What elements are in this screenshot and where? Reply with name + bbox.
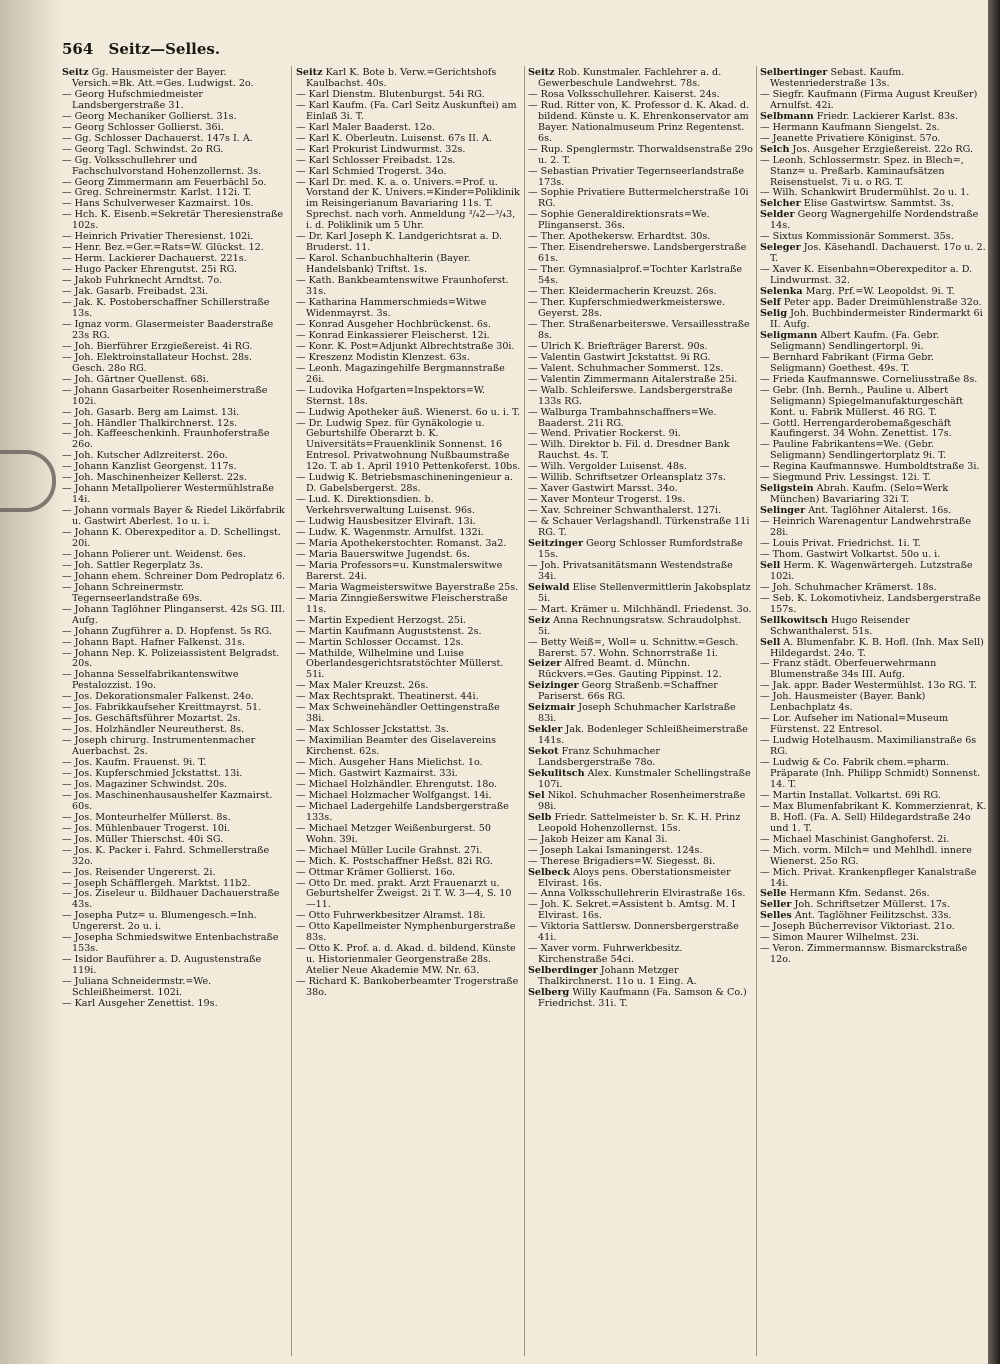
surname: Sekot	[528, 746, 559, 758]
directory-entry: — Georg Zimmermann am Feuerbächl 5o.	[62, 176, 267, 188]
column-divider	[756, 66, 757, 1356]
directory-entry: — Jos. K. Packer i. Fahrd. Schmellerstraße 32o.	[62, 844, 270, 867]
directory-entry: — Konrad Einkassierer Fleischerst. 12i.	[296, 329, 490, 341]
surname: Seller	[760, 899, 792, 911]
surname: Selder	[760, 209, 795, 221]
surname: Selig	[760, 307, 788, 319]
directory-entry: — Rud. Ritter von, K. Professor d. K. Akad. d. bildend. Künste u. K. Ehrenkonservator am Bayer. Nationalmuseum Prinz Regentenst. 6s.	[528, 99, 750, 144]
directory-entry: Sell Herm. K. Wagenwärtergeh. Lutzstraße 102i.	[760, 559, 973, 582]
directory-entry: — Lor. Aufseher im National=Museum Fürstenst. 22 Entresol.	[760, 713, 949, 736]
directory-entry: — Jak. K. Postoberschaffner Schillerstraße 13s.	[62, 297, 270, 319]
directory-entry: — Ludw. K. Wagenmstr. Arnulfst. 132i.	[296, 527, 484, 539]
directory-entry: — Joh. Gärtner Quellenst. 68i.	[62, 373, 209, 385]
directory-entry: — Maria Zinngießerswitwe Fleischerstraße 11s.	[296, 592, 508, 615]
directory-entry: — Ther. Straßenarbeiterswe. Versaillesstraße 8s.	[528, 318, 750, 341]
directory-entry: — Kath. Bankbeamtenswitwe Fraunhoferst. 31s.	[296, 275, 509, 298]
directory-column-4	[760, 68, 988, 1353]
surname: Seligmann	[760, 329, 818, 341]
column-divider	[524, 66, 525, 1356]
directory-entry: — Ludovika Hofgarten=Inspektors=W. Sternst. 18s.	[296, 384, 486, 407]
directory-entry: — Karl Prokurist Lindwurmst. 32s.	[296, 143, 466, 155]
directory-entry: Seitzinger Georg Schlosser Rumfordstraße 15s.	[528, 537, 743, 560]
directory-entry: — Jos. Kaufm. Frauenst. 9i. T.	[62, 757, 207, 769]
surname: Sellkowitsch	[760, 614, 828, 626]
directory-entry: — Jos. Mühlenbauer Trogerst. 10i.	[62, 822, 231, 834]
directory-entry: — Dr. Karl Joseph K. Landgerichtsrat a. D. Bruderst. 11.	[296, 231, 503, 254]
directory-entry: — Otto Dr. med. prakt. Arzt Frauenarzt u. Geburtshelfer Zweigst. 2i T. W. 3—4, S. 10—11.	[296, 877, 512, 911]
directory-entry: — Otto Kapellmeister Nymphenburgerstraße 83s.	[296, 921, 516, 944]
directory-entry: — Jos. Müller Thierschst. 40i SG.	[62, 833, 224, 845]
directory-entry: — Johann Bapt. Hafner Falkenst. 31s.	[62, 636, 246, 648]
surname: Selberg	[528, 987, 570, 999]
directory-entry: — Georg Mechaniker Gollierst. 31s.	[62, 110, 237, 122]
directory-entry: — Wilh. Schankwirt Brudermühlst. 2o u. 1.	[760, 187, 970, 199]
directory-entry: — Mich. Privat. Krankenpfleger Kanalstraße 14i.	[760, 866, 977, 889]
directory-entry: Selberdinger Johann Metzger Thalkirchnerst. 11o u. 1 Eing. A.	[528, 965, 697, 988]
directory-entry: — Ther. Kupferschmiedwerkmeisterswe. Geyerst. 28s.	[528, 297, 726, 319]
directory-entry: — Sophie Privatiere Buttermelcherstraße 10i RG.	[528, 187, 749, 210]
directory-entry: — Jos. Fabrikkaufseher Kreittmayrst. 51.	[62, 702, 262, 714]
directory-entry: Selbertinger Sebast. Kaufm. Westenriederstraße 13s.	[760, 68, 905, 89]
surname: Sel	[528, 789, 545, 801]
directory-entry: — Sebastian Privatier Tegernseerlandstraße 173s.	[528, 165, 745, 188]
directory-entry: Selbmann Friedr. Lackierer Karlst. 83s.	[760, 110, 959, 122]
directory-entry: — Bernhard Fabrikant (Firma Gebr. Seligmann) Goethest. 49s. T.	[760, 351, 934, 374]
directory-entry: Sekulitsch Alex. Kunstmaler Schellingstraße 107i.	[528, 768, 751, 790]
directory-entry: Sekot Franz Schuhmacher Landsbergerstraße 78o.	[528, 746, 660, 769]
surname: Self	[760, 297, 781, 309]
surname: Seleger	[760, 242, 801, 254]
directory-entry: — Maria Bauerswitwe Jugendst. 6s.	[296, 548, 470, 560]
directory-entry: Selb Friedr. Sattelmeister b. Sr. K. H. Prinz Leopold Hohenzollernst. 15s.	[528, 811, 741, 834]
directory-entry: — Georg Hufschmiedmeister Landsbergerstraße 31.	[62, 88, 203, 111]
directory-entry: — Johann vormals Bayer & Riedel Likörfabrik u. Gastwirt Aberlest. 1o u. i.	[62, 505, 285, 528]
directory-entry: Selch Jos. Ausgeher Erzgießereist. 22o RG.	[760, 143, 973, 155]
surname: Seiz	[528, 614, 551, 626]
directory-entry: — Karl Dr. med. K. a. o. Univers.=Prof. u. Vorstand der K. Univers.=Kinder=Poliklinik im Reisingerianum Bavariaring 11s. T. Sprechst. nach vorh. Anmeldung ³/₄2—³/₄3, i. d. Poliklinik um 5 Uhr.	[296, 176, 520, 232]
directory-entry: — Jos. Maschinenhausaushelfer Kazmairst. 60s.	[62, 789, 273, 812]
directory-entry: — Heinrich Privatier Theresienst. 102i.	[62, 231, 254, 243]
directory-entry: — Michael Maschinist Ganghoferst. 2i.	[760, 833, 950, 845]
surname: Sekler	[528, 724, 563, 736]
directory-entry: — Hermann Kaufmann Siengelst. 2s.	[760, 121, 940, 133]
directory-entry: — Valentin Gastwirt Jckstattst. 9i RG.	[528, 351, 711, 363]
directory-entry: — Simon Maurer Wilhelmst. 23i.	[760, 932, 920, 944]
directory-entry: — Karl Dienstm. Blutenburgst. 54i RG.	[296, 88, 485, 100]
directory-entry: — Johann Nep. K. Polizeiassistent Belgradst. 20s.	[62, 647, 280, 670]
directory-entry: Seleger Jos. Käsehandl. Dachauerst. 17o u. 2. T.	[760, 242, 986, 265]
directory-entry: — Greg. Schreinermstr. Karlst. 112i. T.	[62, 187, 252, 199]
directory-entry: — Heinrich Warenagentur Landwehrstraße 28i.	[760, 516, 972, 539]
surname: Sekulitsch	[528, 768, 585, 779]
directory-entry: — Thom. Gastwirt Volkartst. 50o u. i.	[760, 548, 941, 560]
directory-entry: — Martin Schlosser Occamst. 12s.	[296, 636, 464, 648]
directory-entry: — Maria Wagmeisterswitwe Bayerstraße 25s.	[296, 581, 519, 593]
surname: Sell	[760, 636, 781, 648]
directory-entry: — Lud. K. Direktionsdien. b. Verkehrsverwaltung Luisenst. 96s.	[296, 494, 476, 517]
directory-column-1	[62, 68, 287, 1353]
directory-entry: — Ludwig Hotelhausm. Maximilianstraße 6s RG.	[760, 735, 977, 758]
directory-entry: — Max Rechtsprakt. Theatinerst. 44i.	[296, 691, 479, 703]
directory-entry: — Hugo Packer Ehrengutst. 25i RG.	[62, 264, 237, 276]
directory-entry: — Karl Schlosser Freibadst. 12s.	[296, 154, 456, 166]
directory-entry: — Gg. Schlosser Dachauerst. 147s I. A.	[62, 132, 253, 144]
directory-entry: — Max Maler Kreuzst. 26s.	[296, 680, 429, 692]
directory-entry: — Johann ehem. Schreiner Dom Pedroplatz 6.	[62, 570, 286, 582]
directory-entry: — Jeanette Privatiere Königinst. 57o.	[760, 132, 941, 144]
directory-column-2	[296, 68, 521, 1353]
directory-entry: — Maria Professors=u. Kunstmalerswitwe Barerst. 24i.	[296, 559, 503, 582]
directory-entry: Selbeck Aloys pens. Oberstationsmeister Elvirast. 16s.	[528, 866, 731, 889]
directory-entry: — Kreszenz Modistin Klenzest. 63s.	[296, 351, 470, 363]
directory-entry: — Johann Kanzlist Georgenst. 117s.	[62, 461, 237, 473]
directory-entry: — Pauline Fabrikantens=We. (Gebr. Seligmann) Sendlingertorplatz 9i. T.	[760, 439, 947, 462]
directory-entry: — Hans Schulverweser Kazmairst. 10s.	[62, 198, 254, 210]
directory-entry: — Joseph chirurg. Instrumentenmacher Auerbachst. 2s.	[62, 735, 256, 758]
directory-entry: — Mathilde, Wilhelmine und Luise Oberlandesgerichtsratstöchter Müllerst. 51i.	[296, 647, 504, 681]
directory-entry: — Seb. K. Lokomotivheiz. Landsbergerstraße 157s.	[760, 592, 981, 615]
surname: Selch	[760, 143, 790, 155]
directory-entry: Seitz Gg. Hausmeister der Bayer. Versich.=Bk. Att.=Ges. Ludwigst. 2o.	[62, 68, 254, 89]
directory-entry: — Viktoria Sattlersw. Donnersbergerstraße 41i.	[528, 921, 739, 944]
directory-entry: — Herm. Lackierer Dachauerst. 221s.	[62, 253, 247, 265]
surname: Selbeck	[528, 866, 570, 878]
directory-entry: — Sixtus Kommissionär Sommerst. 35s.	[760, 231, 954, 243]
directory-entry: — Valent. Schuhmacher Sommerst. 12s.	[528, 362, 724, 374]
directory-entry: — Ther. Gymnasialprof.=Tochter Karlstraße 54s.	[528, 264, 743, 287]
directory-entry: — Gg. Volksschullehrer und Fachschulvorstand Hohenzollernst. 3s.	[62, 154, 262, 177]
directory-entry: — Jos. Monteurhelfer Müllerst. 8s.	[62, 811, 231, 823]
directory-entry: — Frieda Kaufmannswe. Corneliusstraße 8s.	[760, 373, 978, 385]
directory-entry: — Wilh. Vergolder Luisenst. 48s.	[528, 461, 687, 473]
directory-entry: Seizmair Joseph Schuhmacher Karlstraße 83i.	[528, 702, 736, 725]
surname: Selinger	[760, 505, 806, 517]
directory-entry: — Anna Volksschullehrerin Elvirastraße 16s.	[528, 888, 746, 900]
directory-entry: — Rup. Spenglermstr. Thorwaldsenstraße 29o u. 2. T.	[528, 143, 753, 166]
directory-entry: — Maximilian Beamter des Giselavereins Kirchenst. 62s.	[296, 735, 497, 758]
directory-entry: Seiz Anna Rechnungsratsw. Schraudolphst. 5i.	[528, 614, 742, 637]
directory-entry: Sel Nikol. Schuhmacher Rosenheimerstraße 98i.	[528, 789, 746, 812]
directory-entry: — Johann Zugführer a. D. Hopfenst. 5s RG.	[62, 625, 272, 637]
directory-entry: — Joh. K. Sekret.=Assistent b. Amtsg. M. I Elvirast. 16s.	[528, 899, 736, 922]
directory-column-3	[528, 68, 753, 1353]
directory-entry: Seitz Karl K. Bote b. Verw.=Gerichtshofs Kaulbachst. 40s.	[296, 68, 497, 89]
directory-entry: — Leonh. Schlossermstr. Spez. in Blech=, Stanz= u. Preßarb. Kaminaufsätzen Reisenstuelst. 7i u. o RG. T.	[760, 154, 964, 188]
directory-entry: — Josepha Schmiedswitwe Entenbachstraße 153s.	[62, 932, 279, 955]
directory-entry: — Michael Ladergehilfe Landsbergerstraße 133s.	[296, 800, 509, 823]
directory-entry: — Mich. vorm. Milch= und Mehlhdl. innere Wienerst. 25o RG.	[760, 844, 972, 867]
surname: Sell	[760, 559, 781, 571]
directory-entry: — Xaver vorm. Fuhrwerkbesitz. Kirchenstraße 54ci.	[528, 943, 683, 966]
directory-entry: Seiwald Elise Stellenvermittlerin Jakobsplatz 5i.	[528, 581, 751, 604]
surname: Selberdinger	[528, 965, 598, 977]
page-header	[62, 40, 982, 62]
directory-entry: — Ottmar Krämer Gollierst. 16o.	[296, 866, 456, 878]
directory-entry: — Ther. Kleidermacherin Kreuzst. 26s.	[528, 286, 717, 298]
surname: Seitzinger	[528, 537, 584, 549]
directory-entry: Seligstein Abrah. Kaufm. (Selo=Werk München) Bavariaring 32i T.	[760, 483, 949, 506]
directory-entry: — Henr. Bez.=Ger.=Rats=W. Glückst. 12.	[62, 242, 264, 254]
surname: Selb	[528, 811, 552, 823]
directory-entry: — Michael Holzmacher Wolfgangst. 14i.	[296, 789, 492, 801]
directory-entry: — Xaver Monteur Trogerst. 19s.	[528, 494, 686, 506]
directory-entry: — Jos. Geschäftsführer Mozartst. 2s.	[62, 713, 241, 725]
directory-entry: — Siegfr. Kaufmann (Firma August Kreußer) Arnulfst. 42i.	[760, 88, 978, 111]
surname: Seitz	[528, 68, 555, 78]
directory-entry: — Konrad Ausgeher Hochbrückenst. 6s.	[296, 318, 491, 330]
directory-entry: — Joseph Lakai Ismaningerst. 124s.	[528, 844, 703, 856]
directory-entry: — Betty Weiß=, Woll= u. Schnittw.=Gesch. Barerst. 57. Wohn. Schnorrstraße 1i.	[528, 636, 739, 659]
directory-entry: — Joh. Hausmeister (Bayer. Bank) Lenbachplatz 4s.	[760, 691, 926, 714]
directory-entry: — Siegmund Priv. Lessingst. 12i. T.	[760, 472, 931, 484]
directory-entry: — Johann Taglöhner Plinganserst. 42s SG. III. Aufg.	[62, 603, 286, 626]
directory-entry: Seitz Rob. Kunstmaler. Fachlehrer a. d. Gewerbeschule Landwehrst. 78s.	[528, 68, 722, 89]
surname: Seizinger	[528, 680, 579, 692]
directory-entry: — Hch. K. Eisenb.=Sekretär Theresienstraße 102s.	[62, 209, 284, 232]
directory-entry: Selcher Elise Gastwirtsw. Sammtst. 3s.	[760, 198, 954, 210]
page-number: 564	[62, 40, 94, 58]
directory-entry: — Katharina Hammerschmieds=Witwe Widenmayrst. 3s.	[296, 297, 487, 319]
directory-entry: — Otto K. Prof. a. d. Akad. d. bildend. Künste u. Historienmaler Georgenstraße 28s. Atelier Neue Akademie MW. Nr. 63.	[296, 943, 516, 977]
directory-entry: — Maria Apothekerstochter. Romanst. 3a2.	[296, 537, 507, 549]
directory-entry: — Rosa Volksschullehrer. Kaiserst. 24s.	[528, 88, 720, 100]
directory-entry: — Karl K. Oberleutn. Luisenst. 67s II. A.	[296, 132, 492, 144]
directory-entry: Seizer Alfred Beamt. d. Münchn. Rückvers.=Ges. Gauting Pippinst. 12.	[528, 658, 722, 681]
directory-entry: Selberg Willy Kaufmann (Fa. Samson & Co.) Friedrichst. 31i. T.	[528, 987, 747, 1010]
surname: Selenka	[760, 286, 803, 298]
directory-entry: — Ludwig K. Betriebsmaschineningenieur a. D. Gabelsbergerst. 28s.	[296, 472, 514, 495]
directory-entry: — Veron. Zimmermannsw. Bismarckstraße 12o.	[760, 943, 968, 966]
directory-entry: Selinger Ant. Taglöhner Aitalerst. 16s.	[760, 505, 952, 517]
directory-entry: — Johann Gasarbeiter Rosenheimerstraße 102i.	[62, 384, 268, 407]
directory-entry: — Johann Metallpolierer Westermühlstraße 14i.	[62, 483, 274, 506]
directory-entry: — Joseph Schäfflergeh. Marktst. 11b2.	[62, 877, 251, 889]
directory-entry: Selder Georg Wagnergehilfe Nordendstraße 14s.	[760, 209, 979, 232]
directory-entry: — Max Schweinehändler Oettingenstraße 38i.	[296, 702, 500, 725]
directory-entry: Seller Joh. Schriftsetzer Müllerst. 17s.	[760, 899, 950, 911]
directory-entry: — Jos. Ziseleur u. Bildhauer Dachauerstraße 43s.	[62, 888, 280, 911]
column-divider	[291, 66, 292, 1356]
surname: Seizer	[528, 658, 562, 670]
directory-entry: Seizinger Georg Straßenb.=Schaffner Pariserst. 66s RG.	[528, 680, 718, 703]
directory-entry: Self Peter app. Bader Dreimühlenstraße 32o.	[760, 297, 982, 309]
directory-entry: — Ther. Eisendreherswe. Landsbergerstraße 61s.	[528, 242, 747, 265]
directory-entry: — Karl Maler Baaderst. 12o.	[296, 121, 435, 133]
directory-entry: — Jak. appr. Bader Westermühlst. 13o RG. T.	[760, 680, 977, 692]
surname: Seitz	[296, 68, 323, 78]
directory-entry: — Therese Brigadiers=W. Siegesst. 8i.	[528, 855, 716, 867]
directory-entry: — Wilh. Direktor b. Fil. d. Dresdner Bank Rauchst. 4s. T.	[528, 439, 730, 462]
directory-entry: — Joh. Kaffeeschenkinh. Fraunhoferstraße 26o.	[62, 428, 270, 451]
binding-shadow	[0, 0, 62, 1364]
directory-entry: — Max Schlosser Jckstattst. 3s.	[296, 724, 449, 736]
directory-entry: — Regina Kaufmannswe. Humboldtstraße 3i.	[760, 461, 980, 473]
directory-entry: — Joh. Händler Thalkirchnerst. 12s.	[62, 417, 238, 429]
directory-entry: — Sophie Generaldirektionsrats=We. Plinganserst. 36s.	[528, 209, 710, 232]
directory-entry: — Xaver K. Eisenbahn=Oberexpeditor a. D. Lindwurmst. 32.	[760, 264, 973, 287]
surname: Selbmann	[760, 110, 814, 122]
directory-entry: — Ther. Apothekersw. Erhardtst. 30s.	[528, 231, 711, 243]
directory-entry: — Johann Schreinermstr. Tegernseerlandstraße 69s.	[62, 581, 203, 604]
directory-entry: Seligmann Albert Kaufm. (Fa. Gebr. Seligmann) Sendlingertorpl. 9i.	[760, 329, 940, 352]
directory-entry: — Karol. Schanbuchhalterin (Bayer. Handelsbank) Triftst. 1s.	[296, 253, 471, 276]
directory-entry: — Michael Müller Lucile Grahnst. 27i.	[296, 844, 483, 856]
directory-entry: — Willib. Schriftsetzer Orleansplatz 37s.	[528, 472, 726, 484]
directory-entry: — Walb. Schleiferswe. Landsbergerstraße 133s RG.	[528, 384, 733, 407]
directory-entry: — Jos. Kupferschmied Jckstattst. 13i.	[62, 768, 243, 779]
directory-entry: Selenka Marg. Prf.=W. Leopoldst. 9i. T.	[760, 286, 955, 298]
directory-entry: — Juliana Schneidermstr.=We. Schleißheimerst. 102i.	[62, 976, 212, 999]
directory-entry: Sekler Jak. Bodenleger Schleißheimerstraße 141s.	[528, 724, 748, 747]
surname: Seligstein	[760, 483, 814, 495]
directory-entry: — Ignaz vorm. Glasermeister Baaderstraße 23s RG.	[62, 318, 274, 341]
directory-entry: — Wend. Privatier Rockerst. 9i.	[528, 428, 681, 440]
directory-entry: — Joseph Bücherrevisor Viktoriast. 21o.	[760, 921, 955, 933]
directory-entry: — Gottl. Herrengarderobemaßgeschäft Kaufingerst. 34 Wohn. Zenettist. 17s.	[760, 417, 952, 440]
directory-entry: — Otto Fuhrwerkbesitzer Alramst. 18i.	[296, 910, 486, 922]
directory-entry: — Leonh. Magazingehilfe Bergmannstraße 26i.	[296, 362, 505, 385]
directory-entry: — Martin Expedient Herzogst. 25i.	[296, 614, 466, 626]
directory-entry: — Joh. Maschinenheizer Kellerst. 22s.	[62, 472, 248, 484]
directory-entry: — & Schauer Verlagshandl. Türkenstraße 11i RG. T.	[528, 516, 750, 539]
directory-entry: — Johann K. Oberexpeditor a. D. Schellingst. 20i.	[62, 527, 281, 549]
surname: Seiwald	[528, 581, 570, 593]
directory-entry: — Josepha Putz= u. Blumengesch.=Inh. Ungererst. 2o u. i.	[62, 910, 257, 933]
directory-entry: — Georg Schlosser Gollierst. 36i.	[62, 121, 224, 133]
directory-entry: — Ludwig Hausbesitzer Elviraft. 13i.	[296, 516, 476, 528]
directory-entry: — Franz städt. Oberfeuerwehrmann Blumenstraße 34s III. Aufg.	[760, 658, 937, 681]
directory-entry: — Ulrich K. Briefträger Barerst. 90s.	[528, 340, 708, 352]
directory-entry: — Joh. Schuhmacher Krämerst. 18s.	[760, 581, 937, 593]
directory-entry: — Karl Ausgeher Zenettist. 19s.	[62, 998, 218, 1010]
directory-entry: — Jos. Magaziner Schwindst. 20s.	[62, 778, 228, 790]
directory-entry: — Ludwig & Co. Fabrik chem.=pharm. Präparate (Inh. Philipp Schmidt) Sonnenst. 14. T.	[760, 757, 981, 790]
directory-entry: Selig Joh. Buchbindermeister Rindermarkt 6i II. Aufg.	[760, 307, 983, 330]
directory-entry: — Georg Tagl. Schwindst. 2o RG.	[62, 143, 224, 155]
directory-entry: — Joh. Bierführer Erzgießereist. 4i RG.	[62, 340, 253, 352]
directory-entry: — Richard K. Bankoberbeamter Trogerstraße 38o.	[296, 976, 519, 999]
directory-entry: — Martin Kaufmann Auguststenst. 2s.	[296, 625, 482, 637]
surname: Selles	[760, 910, 792, 922]
directory-entry: — Karl Kaufm. (Fa. Carl Seitz Auskunftei) am Einlaß 3i. T.	[296, 99, 517, 122]
directory-entry: Sellkowitsch Hugo Reisender Schwanthalerst. 51s.	[760, 614, 910, 637]
directory-entry: — Karl Schmied Trogerst. 34o.	[296, 165, 447, 177]
directory-entry: — Michael Holzhändler. Ehrengutst. 18o.	[296, 778, 498, 790]
directory-entry: — Valentin Zimmermann Aitalerstraße 25i.	[528, 373, 738, 385]
paper-clip	[0, 450, 56, 512]
directory-entry: — Joh. Privatsanitätsmann Westendstraße 34i.	[528, 559, 733, 582]
directory-entry: Sell A. Blumenfabr. K. B. Hofl. (Inh. Max Sell) Hildegardst. 24o. T.	[760, 636, 984, 659]
directory-entry: — Xaver Gastwirt Marsst. 34o.	[528, 483, 678, 495]
directory-entry: — Max Blumenfabrikant K. Kommerzienrat, K. B. Hofl. (Fa. A. Sell) Hildegardstraße 24o und 1. T.	[760, 800, 987, 834]
directory-entry: — Walburga Trambahnschaffners=We. Baaderst. 21i RG.	[528, 406, 717, 429]
running-title: Seitz—Selles.	[108, 40, 221, 58]
directory-entry: — Mich. Gastwirt Kazmairst. 33i.	[296, 768, 458, 779]
directory-entry: — Johann Polierer unt. Weidenst. 6es.	[62, 548, 246, 560]
directory-entry: — Gebr. (Inh. Bernh., Pauline u. Albert Seligmann) Spiegelmanufakturgeschäft Kont. u. Fabrik Müllerst. 46 RG. T.	[760, 384, 964, 418]
directory-entry: — Louis Privat. Friedrichst. 1i. T.	[760, 537, 921, 549]
directory-entry: — Jakob Heizer am Kanal 3i.	[528, 833, 668, 845]
directory-entry: — Xav. Schreiner Schwanthalerst. 127i.	[528, 505, 722, 517]
directory-entry: — Joh. Gasarb. Berg am Laimst. 13i.	[62, 406, 240, 418]
directory-entry: — Jos. Dekorationsmaler Falkenst. 24o.	[62, 691, 254, 703]
directory-entry: Selles Ant. Taglöhner Feilitzschst. 33s.	[760, 910, 952, 922]
directory-entry: — Jos. Reisender Ungererst. 2i.	[62, 866, 216, 878]
directory-entry: — Mart. Krämer u. Milchhändl. Friedenst. 3o.	[528, 603, 752, 615]
directory-entry: — Jak. Gasarb. Freibadst. 23i.	[62, 286, 209, 298]
directory-entry: — Martin Installat. Volkartst. 69i RG.	[760, 789, 941, 801]
directory-entry: — Ludwig Apotheker äuß. Wienerst. 6o u. i. T.	[296, 406, 521, 418]
directory-entry: — Isidor Bauführer a. D. Augustenstraße 119i.	[62, 954, 262, 977]
next-page-edge	[988, 0, 1000, 1364]
directory-entry: — Joh. Sattler Regerplatz 3s.	[62, 559, 204, 571]
directory-entry: — Joh. Kutscher Adlzreiterst. 26o.	[62, 450, 228, 462]
surname: Selbertinger	[760, 68, 828, 78]
directory-entry: Selle Hermann Kfm. Sedanst. 26s.	[760, 888, 930, 900]
surname: Selcher	[760, 198, 801, 210]
directory-entry: — Konr. K. Post=Adjunkt Albrechtstraße 30i.	[296, 340, 515, 352]
directory-entry: — Joh. Elektroinstallateur Hochst. 28s. Gesch. 28o RG.	[62, 351, 253, 374]
directory-entry: — Johanna Sesselfabrikantenswitwe Pestalozzist. 19o.	[62, 669, 239, 692]
surname: Seizmair	[528, 702, 576, 714]
directory-entry: — Mich. Ausgeher Hans Mielichst. 1o.	[296, 757, 483, 769]
surname: Seitz	[62, 68, 89, 78]
directory-entry: — Dr. Ludwig Spez. für Gynäkologie u. Geburtshilfe Oberarzt b. K. Universitäts=Frauenklinik Sonnenst. 16 Entresol. Privatwohnung Nußbaumstraße 12o. T. ab 1. April 1910 Pettenkoferst. 10bs.	[296, 417, 521, 473]
directory-entry: — Jos. Holzhändler Neureutherst. 8s.	[62, 724, 245, 736]
directory-entry: — Jakob Fuhrknecht Arndtst. 7o.	[62, 275, 223, 287]
directory-entry: — Mich. K. Postschaffner Heßst. 82i RG.	[296, 855, 493, 867]
surname: Selle	[760, 888, 787, 900]
directory-entry: — Michael Metzger Weißenburgerst. 50 Wohn. 39i.	[296, 822, 491, 845]
